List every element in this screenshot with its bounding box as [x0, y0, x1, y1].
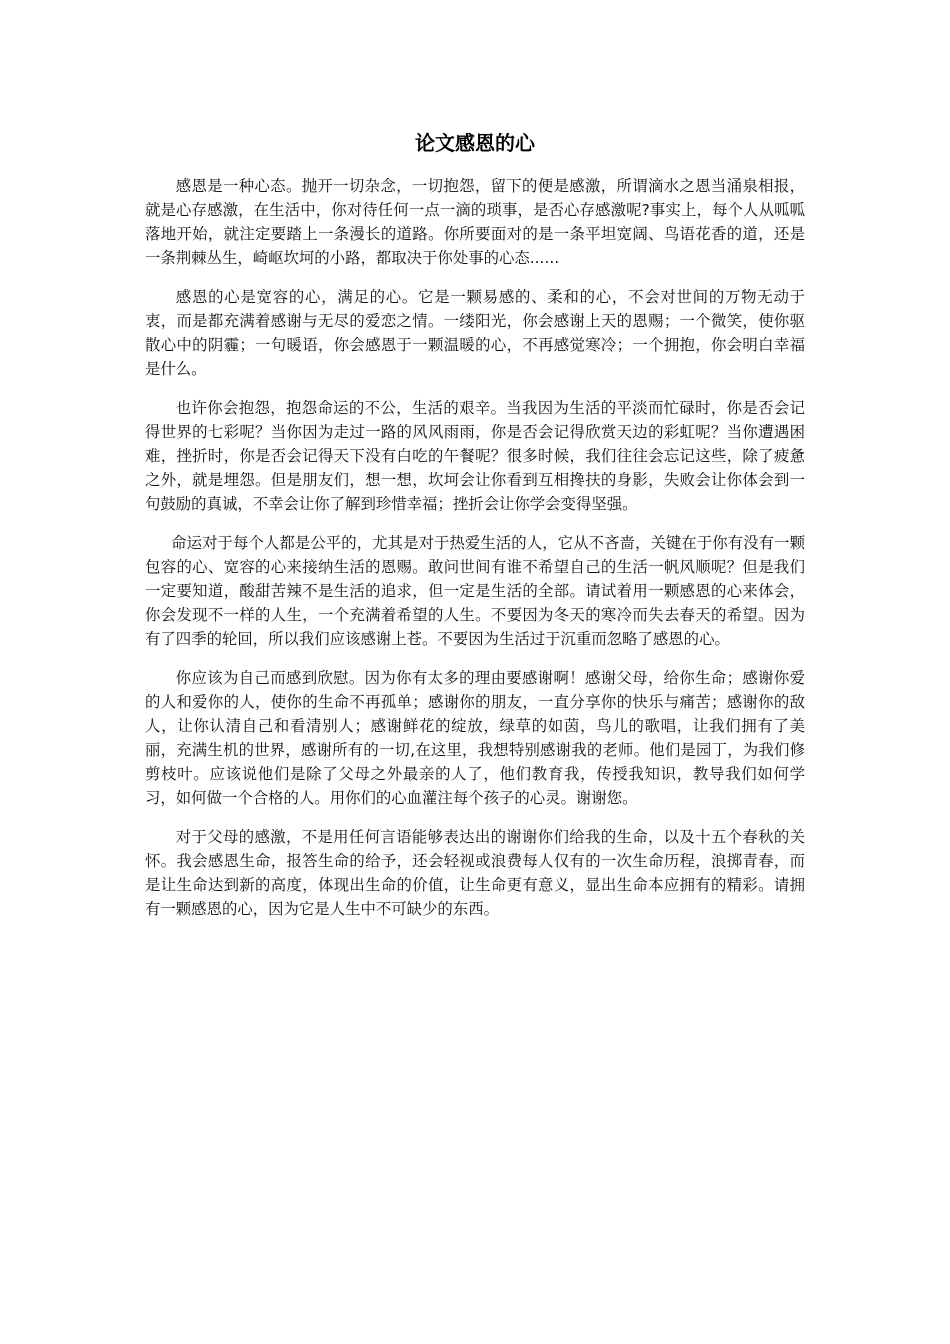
paragraph-3: 也许你会抱怨，抱怨命运的不公，生活的艰辛。当我因为生活的平淡而忙碌时，你是否会记得世界的七彩呢？当你因为走过一路的风风雨雨，你是否会记得欣赏天边的彩虹呢？当你遭遇困难，挫折时，你是否会记得天下没有白吃的午餐呢？很多时候，我们往往会忘记这些，除了疲惫之外，就是埋怨。但是朋友们，想一想，坎坷会让你看到互相搀扶的身影，失败会让你体会到一句鼓励的真诚，不幸会让你了解到珍惜幸福；挫折会让你学会变得坚强。 — [145, 399, 805, 513]
document-body — [145, 174, 805, 936]
document-title: 论文感恩的心 — [415, 131, 535, 155]
paragraph-4: 命运对于每个人都是公平的，尤其是对于热爱生活的人，它从不吝啬，关键在于你有没有一颗包容的心、宽容的心来接纳生活的恩赐。敢问世间有谁不希望自己的生活一帆风顺呢？但是我们一定要知道，酸甜苦辣不是生活的追求，但一定是生活的全部。请试着用一颗感恩的心来体会，你会发现不一样的人生，一个充满着希望的人生。不要因为冬天的寒冷而失去春天的希望。因为有了四季的轮回，所以我们应该感谢上苍。不要因为生活过于沉重而忽略了感恩的心。 — [145, 534, 805, 648]
paragraph-6: 对于父母的感激，不是用任何言语能够表达出的谢谢你们给我的生命，以及十五个春秋的关怀。我会感恩生命，报答生命的给予，还会轻视或浪费每人仅有的一次生命历程，浪掷青春，而是让生命达到新的高度，体现出生命的价值，让生命更有意义，显出生命本应拥有的精彩。请拥有一颗感恩的心，因为它是人生中不可缺少的东西。 — [145, 828, 805, 918]
paragraph-5: 你应该为自己而感到欣慰。因为你有太多的理由要感谢啊！感谢父母，给你生命；感谢你爱的人和爱你的人，使你的生命不再孤单；感谢你的朋友，一直分享你的快乐与痛苦；感谢你的敌人，让你认清自己和看清别人；感谢鲜花的绽放，绿草的如茵，鸟儿的歌唱，让我们拥有了美丽，充满生机的世界，感谢所有的一切,在这里，我想特别感谢我的老师。他们是园丁，为我们修剪枝叶。应该说他们是除了父母之外最亲的人了，他们教育我，传授我知识，教导我们如何学习，如何做一个合格的人。用你们的心血灌注每个孩子的心灵。谢谢您。 — [145, 669, 805, 807]
paragraph-2: 感恩的心是宽容的心，满足的心。它是一颗易感的、柔和的心，不会对世间的万物无动于衷，而是都充满着感谢与无尽的爱恋之情。一缕阳光，你会感谢上天的恩赐；一个微笑，使你驱散心中的阴霾；一句暖语，你会感恩于一颗温暖的心，不再感觉寒冷；一个拥抱，你会明白幸福是什么。 — [145, 288, 805, 378]
paragraph-1: 感恩是一种心态。抛开一切杂念，一切抱怨，留下的便是感激，所谓滴水之恩当涌泉相报，就是心存感激，在生活中，你对待任何一点一滴的琐事，是否心存感激呢?事实上，每个人从呱呱落地开始，就注定要踏上一条漫长的道路。你所要面对的是一条平坦宽阔、鸟语花香的道，还是一条荆棘丛生，崎岖坎坷的小路，都取决于你处事的心态...... — [145, 177, 805, 267]
